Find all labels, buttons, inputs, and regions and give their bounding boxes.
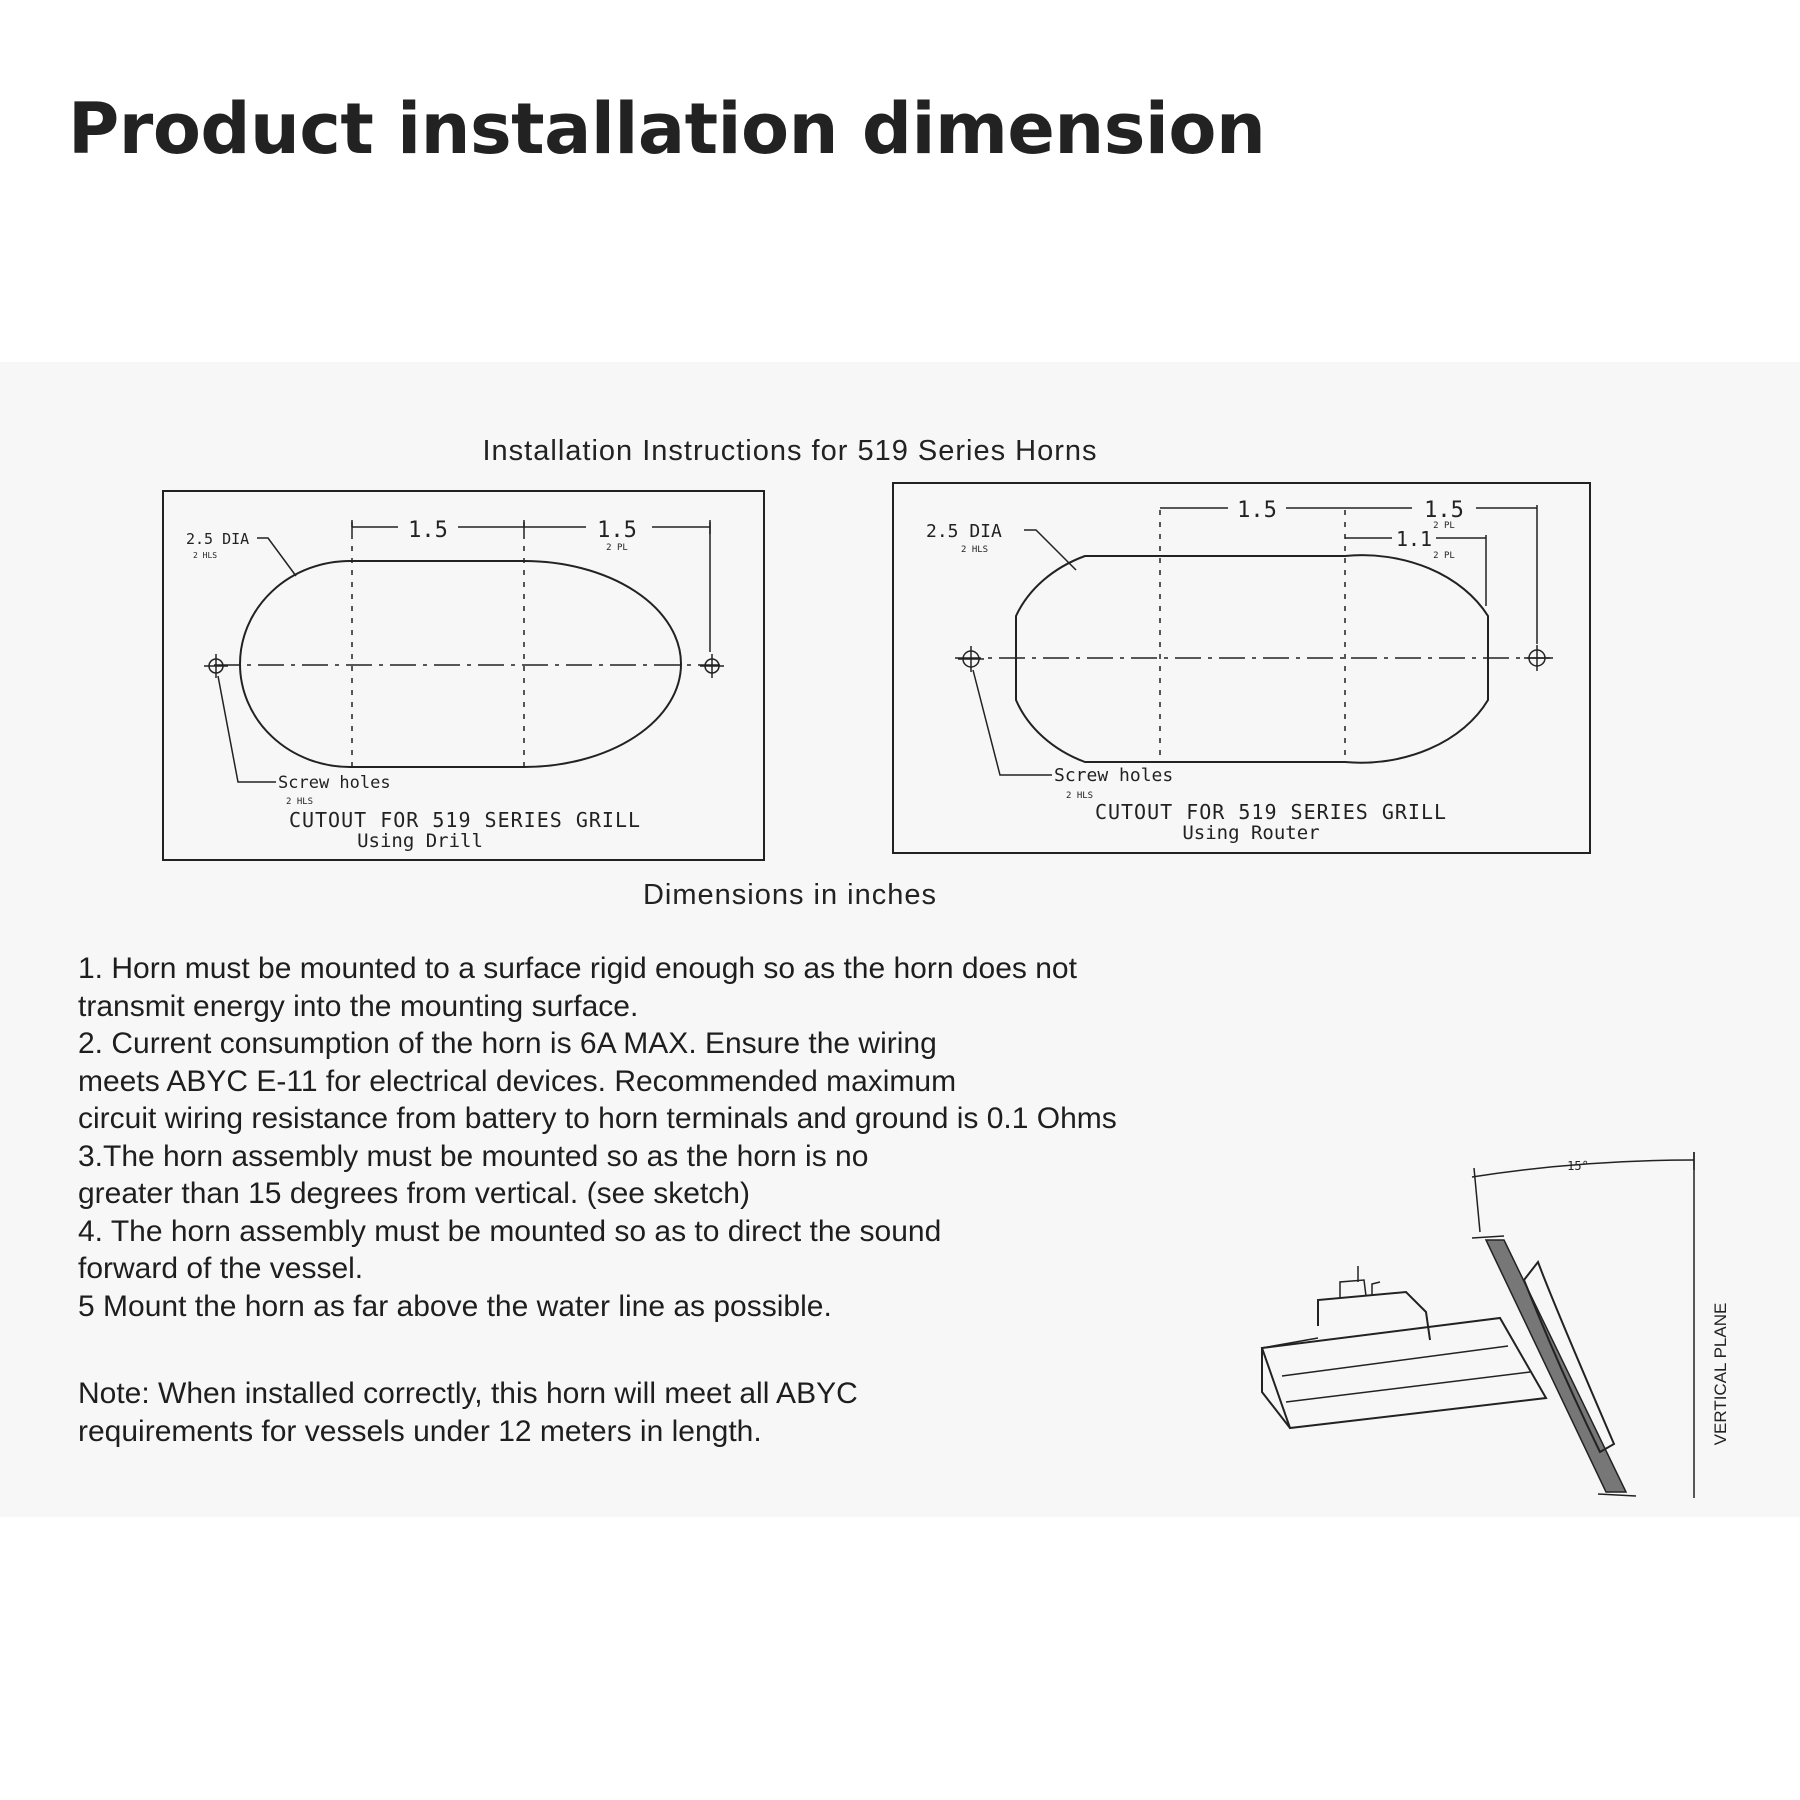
footer-note-line: Note: When installed correctly, this horn will meet all ABYC [78,1377,858,1410]
router-dim-1: 1.5 [1237,498,1277,523]
router-caption-sub: Using Router [1182,822,1320,844]
drill-screw-hole-right [700,654,724,678]
router-dim-2: 1.5 [1424,498,1464,523]
scanned-instruction-sheet [0,362,1800,1517]
note-line: 2. Current consumption of the horn is 6A MAX. Ensure the wiring [78,1027,937,1060]
router-screw-leader [973,670,1052,775]
drill-screw-label: Screw holes [278,773,391,793]
note-line: 3.The horn assembly must be mounted so as the horn is no [78,1139,869,1173]
drill-screw-hole-left [204,654,228,678]
router-screw-hole-right [1524,645,1550,671]
router-screw-sub: 2 HLS [1066,791,1094,801]
router-caption: CUTOUT FOR 519 SERIES GRILL [1094,800,1448,824]
router-screw-hole-left [958,646,984,672]
note-line: circuit wiring resistance from battery to horn terminals and ground is 0.1 Ohms [78,1102,1117,1135]
drill-caption-sub: Using Drill [357,830,483,852]
drill-dia-sub: 2 HLS [193,551,218,560]
note-line: greater than 15 degrees from vertical. (see sketch) [78,1177,750,1210]
installation-notes [78,950,1418,1450]
drill-dia-leader [257,538,296,576]
horn-grill-face [1524,1262,1614,1452]
note-spacer [78,1325,1418,1375]
drill-figure-frame [163,491,764,860]
router-dia-label: 2.5 DIA [926,521,1002,542]
note-line: 4. The horn assembly must be mounted so as to direct the sound [78,1214,942,1248]
drill-dim-2: 1.5 [597,518,637,543]
drill-screw-leader [218,676,276,782]
note-line: 1. Horn must be mounted to a surface rigid enough so as the horn does not [78,952,1077,985]
note-line: transmit energy into the mounting surface. [78,989,639,1023]
router-cutout-figure [893,483,1590,853]
drill-dim-1: 1.5 [408,518,448,543]
note-line: meets ABYC E-11 for electrical devices. Recommended maximum [78,1064,957,1098]
drill-cutout-figure [163,491,764,860]
router-screw-label: Screw holes [1054,765,1174,786]
note-line: 5 Mount the horn as far above the water line as possible. [78,1289,832,1323]
vertical-plane-label: VERTICAL PLANE [1711,1302,1730,1446]
router-dia-sub: 2 HLS [961,545,989,555]
drill-screw-sub: 2 HLS [286,797,314,807]
drill-dim-2-sub: 2 PL [606,543,628,553]
footer-note-line: requirements for vessels under 12 meters in length. [78,1414,762,1448]
router-cutout-outline [1016,555,1488,763]
note-line: forward of the vessel. [78,1252,364,1285]
dimensions-caption: Dimensions in inches [642,879,938,911]
drill-caption: CUTOUT FOR 519 SERIES GRILL [288,808,642,832]
router-dim-3-sub: 2 PL [1433,551,1455,561]
instructions-title: Installation Instructions for 519 Series Horns [482,435,1098,467]
mounting-surface [1486,1240,1626,1492]
drill-dia-label: 2.5 DIA [186,530,250,548]
page-title: Product installation dimension [68,88,1266,170]
router-dim-2-sub: 2 PL [1433,521,1455,531]
router-dim-3: 1.1 [1395,527,1433,551]
angle-label: 15° [1567,1159,1589,1173]
drill-cutout-outline [240,561,681,767]
